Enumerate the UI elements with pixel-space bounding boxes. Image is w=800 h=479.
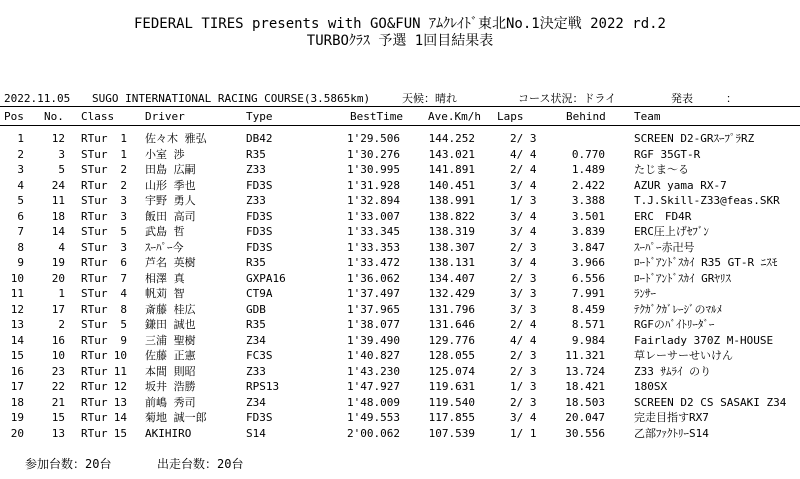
- table-row: [0, 364, 800, 380]
- header-behind: Behind: [566, 110, 606, 123]
- cell-behind: 8.459: [571, 302, 605, 316]
- cell-pos: 8: [17, 240, 24, 254]
- cell-pos: 2: [17, 147, 24, 161]
- cell-laps: 2/ 3: [510, 395, 537, 409]
- cell-driver: 斎藤 桂広: [145, 302, 196, 316]
- cell-team: ERC圧上げｾﾌﾞﾝ: [634, 225, 709, 238]
- cell-class: RTur: [81, 411, 108, 424]
- cell-behind: 3.501: [571, 209, 605, 223]
- cell-type: FD3S: [246, 411, 273, 424]
- cell-laps: 3/ 4: [510, 209, 537, 223]
- cell-driver: 菊地 誠一郎: [145, 411, 207, 424]
- cell-no: 1: [58, 287, 65, 300]
- cell-class-pos: 12: [113, 380, 127, 393]
- cell-type: CT9A: [246, 287, 273, 300]
- cell-driver: 前嶋 秀司: [145, 395, 196, 409]
- cell-driver: 鎌田 誠也: [145, 318, 196, 331]
- cell-class: RTur: [81, 349, 108, 362]
- cell-ave-speed: 119.631: [428, 380, 475, 393]
- cell-driver: 小室 渉: [145, 147, 185, 161]
- header-laps: Laps: [497, 110, 524, 123]
- cell-pos: 14: [10, 333, 24, 347]
- cell-laps: 3/ 4: [510, 256, 537, 269]
- title-line-1: FEDERAL TIRES presents with GO&FUN ｱﾑｸﾚｲﾄﾞ東北No.1決定戦 2022 rd.2: [133, 16, 666, 32]
- cell-behind: 2.422: [571, 178, 605, 192]
- cell-ave-speed: 125.074: [428, 364, 475, 378]
- cell-best-time: 1'32.894: [347, 194, 400, 207]
- announcement-text: 発表 ：: [671, 92, 737, 105]
- cell-best-time: 1'37.965: [347, 302, 400, 316]
- cell-behind: 1.489: [571, 163, 605, 176]
- cell-no: 3: [58, 147, 65, 161]
- cell-no: 19: [51, 256, 65, 269]
- cell-ave-speed: 132.429: [428, 287, 475, 300]
- cell-class: RTur: [81, 426, 108, 440]
- header-type: Type: [246, 110, 273, 123]
- cell-ave-speed: 128.055: [428, 349, 475, 362]
- cell-team: 乙部ﾌｧｸﾄﾘｰS14: [634, 426, 709, 440]
- cell-no: 12: [51, 132, 65, 145]
- cell-type: R35: [246, 256, 266, 269]
- cell-type: FD3S: [246, 225, 273, 238]
- cell-ave-speed: 138.822: [428, 209, 475, 223]
- cell-laps: 1/ 3: [510, 380, 537, 393]
- cell-ave-speed: 141.891: [428, 163, 475, 176]
- cell-ave-speed: 144.252: [428, 132, 475, 145]
- cell-laps: 2/ 3: [510, 364, 537, 378]
- cell-behind: 3.388: [571, 194, 605, 207]
- cell-behind: 18.421: [565, 380, 605, 393]
- cell-ave-speed: 129.776: [428, 333, 475, 347]
- cell-best-time: 1'31.928: [347, 178, 400, 192]
- table-row: [0, 147, 800, 163]
- cell-laps: 2/ 4: [510, 318, 537, 331]
- cell-class-pos: 4: [120, 287, 127, 300]
- cell-laps: 2/ 3: [510, 240, 537, 254]
- cell-ave-speed: 131.796: [428, 302, 475, 316]
- cell-driver: 佐々木 雅弘: [145, 132, 207, 145]
- table-row: [0, 193, 800, 209]
- cell-laps: 3/ 4: [510, 225, 537, 238]
- table-row: [0, 302, 800, 318]
- cell-pos: 4: [17, 178, 24, 192]
- header-no: No.: [44, 110, 64, 123]
- cell-behind: 13.724: [565, 364, 605, 378]
- cell-no: 23: [51, 364, 65, 378]
- cell-pos: 11: [10, 287, 24, 300]
- table-row: [0, 426, 800, 442]
- cell-best-time: 1'36.062: [347, 271, 400, 285]
- cell-no: 24: [51, 178, 65, 192]
- cell-driver: 相澤 真: [145, 271, 185, 285]
- cell-type: Z33: [246, 163, 266, 176]
- cell-type: FD3S: [246, 178, 273, 192]
- cell-class-pos: 9: [120, 333, 127, 347]
- cell-team: たじま～る: [634, 163, 689, 176]
- cell-team: RGF 35GT-R: [634, 147, 701, 161]
- cell-no: 21: [51, 395, 65, 409]
- cell-driver: 山形 季也: [145, 178, 196, 192]
- cell-laps: 3/ 3: [510, 287, 537, 300]
- cell-driver: 宇野 勇人: [145, 194, 196, 207]
- cell-team: Fairlady 370Z M-HOUSE: [634, 333, 774, 347]
- cell-class-pos: 11: [113, 364, 127, 378]
- cell-class: RTur: [81, 132, 108, 145]
- table-row: [0, 209, 800, 225]
- cell-type: Z34: [246, 333, 266, 347]
- cell-ave-speed: 140.451: [428, 178, 475, 192]
- cell-behind: 3.966: [571, 256, 605, 269]
- cell-no: 10: [51, 349, 65, 362]
- cell-ave-speed: 131.646: [428, 318, 475, 331]
- cell-class: RTur: [81, 380, 108, 393]
- cell-behind: 7.991: [571, 287, 605, 300]
- header-class: Class: [81, 110, 115, 123]
- cell-pos: 5: [17, 194, 24, 207]
- table-row: [0, 317, 800, 333]
- cell-behind: 6.556: [571, 271, 605, 285]
- cell-laps: 1/ 3: [510, 194, 537, 207]
- cell-team: 草レーサーせいけん: [634, 349, 733, 362]
- cell-ave-speed: 138.131: [428, 256, 475, 269]
- cell-class: STur: [81, 318, 108, 331]
- cell-class: RTur: [81, 256, 108, 269]
- header-team: Team: [634, 110, 661, 123]
- cell-class-pos: 5: [120, 225, 127, 238]
- cell-pos: 9: [17, 256, 24, 269]
- cell-class: STur: [81, 240, 108, 254]
- header-best-time: BestTime: [350, 110, 403, 123]
- weather-text: 天候：晴れ: [402, 92, 457, 105]
- cell-no: 11: [51, 194, 65, 207]
- cell-no: 15: [51, 411, 65, 424]
- cell-best-time: 1'33.353: [347, 240, 400, 254]
- table-row: [0, 224, 800, 240]
- cell-laps: 2/ 3: [510, 271, 537, 285]
- cell-laps: 2/ 4: [510, 163, 537, 176]
- cell-ave-speed: 138.991: [428, 194, 475, 207]
- cell-behind: 18.503: [565, 395, 605, 409]
- cell-type: Z33: [246, 364, 266, 378]
- header-top-rule: [0, 106, 800, 107]
- cell-no: 5: [58, 163, 65, 176]
- cell-class: STur: [81, 287, 108, 300]
- cell-behind: 11.321: [565, 349, 605, 362]
- cell-best-time: 1'37.497: [347, 287, 400, 300]
- cell-team: ｽｰﾊﾟｰ赤卍号: [634, 240, 695, 254]
- cell-pos: 19: [10, 411, 24, 424]
- results-table: [0, 131, 800, 441]
- cell-team: ﾗﾝｻｰ: [634, 287, 656, 300]
- cell-type: R35: [246, 318, 266, 331]
- cell-class-pos: 3: [120, 194, 127, 207]
- cell-ave-speed: 119.540: [428, 395, 475, 409]
- table-row: [0, 410, 800, 426]
- cell-team: 180SX: [634, 380, 668, 393]
- cell-pos: 17: [10, 380, 24, 393]
- cell-class: STur: [81, 147, 108, 161]
- cell-type: RPS13: [246, 380, 280, 393]
- cell-class-pos: 1: [120, 147, 127, 161]
- cell-pos: 6: [17, 209, 24, 223]
- cell-driver: 佐藤 正憲: [145, 349, 196, 362]
- cell-driver: 武島 哲: [145, 225, 185, 238]
- cell-class-pos: 5: [120, 318, 127, 331]
- header-bottom-rule: [0, 125, 800, 126]
- cell-laps: 3/ 4: [510, 178, 537, 192]
- cell-class-pos: 2: [120, 163, 127, 176]
- cell-class-pos: 10: [113, 349, 127, 362]
- cell-class-pos: 14: [113, 411, 127, 424]
- cell-type: GDB: [246, 302, 266, 316]
- cell-team: Z33 ｻﾑﾗｲ のり: [634, 364, 712, 378]
- cell-type: S14: [246, 426, 266, 440]
- cell-pos: 18: [10, 395, 24, 409]
- cell-behind: 3.839: [571, 225, 605, 238]
- cell-team: 完走目指すRX7: [634, 411, 709, 424]
- table-row: [0, 271, 800, 287]
- cell-ave-speed: 143.021: [428, 147, 475, 161]
- cell-team: ﾛｰﾄﾞｱﾝﾄﾞｽｶｲ R35 GT-R ﾆｽﾓ: [634, 256, 778, 269]
- cell-driver: AKIHIRO: [145, 426, 192, 440]
- cell-ave-speed: 138.307: [428, 240, 475, 254]
- cell-laps: 1/ 1: [510, 426, 537, 440]
- cell-behind: 20.047: [565, 411, 605, 424]
- table-row: [0, 131, 800, 147]
- header-driver: Driver: [145, 110, 185, 123]
- cell-team: ﾃｸｶﾞｸｶﾞﾚｰｼﾞのﾏﾙﾒ: [634, 302, 722, 316]
- cell-class: STur: [81, 194, 108, 207]
- cell-driver: ｽｰﾊﾟｰ今: [145, 240, 184, 254]
- cell-type: Z34: [246, 395, 266, 409]
- cell-type: Z33: [246, 194, 266, 207]
- cell-type: DB42: [246, 132, 273, 145]
- cell-no: 18: [51, 209, 65, 223]
- cell-pos: 10: [10, 271, 24, 285]
- cell-best-time: 1'30.276: [347, 147, 400, 161]
- cell-laps: 3/ 4: [510, 411, 537, 424]
- cell-type: FC3S: [246, 349, 273, 362]
- cell-class-pos: 7: [120, 271, 127, 285]
- cell-type: FD3S: [246, 240, 273, 254]
- cell-best-time: 1'33.345: [347, 225, 400, 238]
- cell-driver: 帆苅 智: [145, 287, 185, 300]
- cell-class-pos: 15: [113, 426, 127, 440]
- cell-pos: 20: [10, 426, 24, 440]
- cell-behind: 30.556: [565, 426, 605, 440]
- cell-class-pos: 6: [120, 256, 127, 269]
- table-row: [0, 379, 800, 395]
- cell-no: 16: [51, 333, 65, 347]
- table-row: [0, 255, 800, 271]
- cell-best-time: 2'00.062: [347, 426, 400, 440]
- cell-team: AZUR yama RX-7: [634, 178, 727, 192]
- cell-driver: 飯田 高司: [145, 209, 196, 223]
- cell-laps: 3/ 3: [510, 302, 537, 316]
- cell-pos: 16: [10, 364, 24, 378]
- table-row: [0, 333, 800, 349]
- cell-behind: 9.984: [571, 333, 605, 347]
- table-row: [0, 348, 800, 364]
- cell-team: T.J.Skill-Z33@feas.SKR: [634, 194, 780, 207]
- cell-best-time: 1'49.553: [347, 411, 400, 424]
- cell-class: RTur: [81, 271, 108, 285]
- cell-class: RTur: [81, 364, 108, 378]
- cell-best-time: 1'33.472: [347, 256, 400, 269]
- cell-best-time: 1'30.995: [347, 163, 400, 176]
- cell-driver: 三浦 聖樹: [145, 333, 196, 347]
- cell-best-time: 1'47.927: [347, 380, 400, 393]
- cell-class-pos: 13: [113, 395, 127, 409]
- starters-count: 出走台数：20台: [157, 457, 244, 471]
- cell-class-pos: 1: [120, 132, 127, 145]
- cell-class: RTur: [81, 209, 108, 223]
- course-text: SUGO INTERNATIONAL RACING COURSE(3.5865km): [92, 92, 371, 105]
- cell-type: FD3S: [246, 209, 273, 223]
- cell-ave-speed: 138.319: [428, 225, 475, 238]
- cell-pos: 3: [17, 163, 24, 176]
- cell-ave-speed: 107.539: [428, 426, 475, 440]
- cell-class: STur: [81, 225, 108, 238]
- cell-pos: 12: [10, 302, 24, 316]
- header-pos: Pos: [4, 110, 24, 123]
- cell-team: SCREEN D2 CS SASAKI Z34: [634, 395, 787, 409]
- cell-driver: 坂井 浩勝: [145, 380, 196, 393]
- cell-pos: 15: [10, 349, 24, 362]
- cell-team: SCREEN D2-GRｽｰﾌﾟﾗRZ: [634, 132, 755, 145]
- cell-no: 13: [51, 426, 65, 440]
- header-ave-speed: Ave.Km/h: [428, 110, 481, 123]
- date-text: 2022.11.05: [4, 92, 71, 105]
- table-row: [0, 286, 800, 302]
- table-row: [0, 240, 800, 256]
- cell-best-time: 1'39.490: [347, 333, 400, 347]
- cell-best-time: 1'43.230: [347, 364, 400, 378]
- cell-behind: 0.770: [571, 147, 605, 161]
- cell-class: RTur: [81, 178, 108, 192]
- cell-no: 17: [51, 302, 65, 316]
- cell-type: R35: [246, 147, 266, 161]
- cell-team: ERC FD4R: [634, 209, 692, 223]
- cell-laps: 2/ 3: [510, 349, 537, 362]
- cell-class: RTur: [81, 302, 108, 316]
- cell-pos: 7: [17, 225, 24, 238]
- cell-best-time: 1'29.506: [347, 132, 400, 145]
- cell-driver: 本間 則昭: [145, 364, 196, 378]
- cell-no: 4: [58, 240, 65, 254]
- course-condition-text: コース状況：ドライ: [518, 92, 617, 105]
- cell-pos: 13: [10, 318, 24, 331]
- cell-best-time: 1'48.009: [347, 395, 400, 409]
- cell-no: 2: [58, 318, 65, 331]
- cell-behind: 8.571: [571, 318, 605, 331]
- cell-best-time: 1'33.007: [347, 209, 400, 223]
- cell-ave-speed: 134.407: [428, 271, 475, 285]
- cell-pos: 1: [17, 132, 24, 145]
- table-row: [0, 178, 800, 194]
- cell-class-pos: 8: [120, 302, 127, 316]
- cell-team: ﾛｰﾄﾞｱﾝﾄﾞｽｶｲ GRﾔﾘｽ: [634, 271, 731, 285]
- cell-no: 22: [51, 380, 65, 393]
- cell-driver: 田島 広嗣: [145, 163, 196, 176]
- entries-count: 参加台数：20台: [25, 457, 112, 471]
- cell-class: RTur: [81, 395, 108, 409]
- table-row: [0, 162, 800, 178]
- cell-type: GXPA16: [246, 271, 286, 285]
- cell-class: STur: [81, 163, 108, 176]
- cell-driver: 芦名 英樹: [145, 256, 196, 269]
- cell-class-pos: 3: [120, 240, 127, 254]
- cell-laps: 4/ 4: [510, 333, 537, 347]
- cell-best-time: 1'40.827: [347, 349, 400, 362]
- cell-class-pos: 3: [120, 209, 127, 223]
- cell-laps: 4/ 4: [510, 147, 537, 161]
- cell-best-time: 1'38.077: [347, 318, 400, 331]
- cell-ave-speed: 117.855: [428, 411, 475, 424]
- cell-team: RGFのﾊﾞｲﾄﾘｰﾀﾞｰ: [634, 318, 715, 331]
- title-line-2: TURBOｸﾗｽ 予選 1回目結果表: [306, 33, 494, 49]
- cell-laps: 2/ 3: [510, 132, 537, 145]
- table-row: [0, 395, 800, 411]
- cell-no: 14: [51, 225, 65, 238]
- cell-class-pos: 2: [120, 178, 127, 192]
- cell-behind: 3.847: [571, 240, 605, 254]
- cell-no: 20: [51, 271, 65, 285]
- cell-class: RTur: [81, 333, 108, 347]
